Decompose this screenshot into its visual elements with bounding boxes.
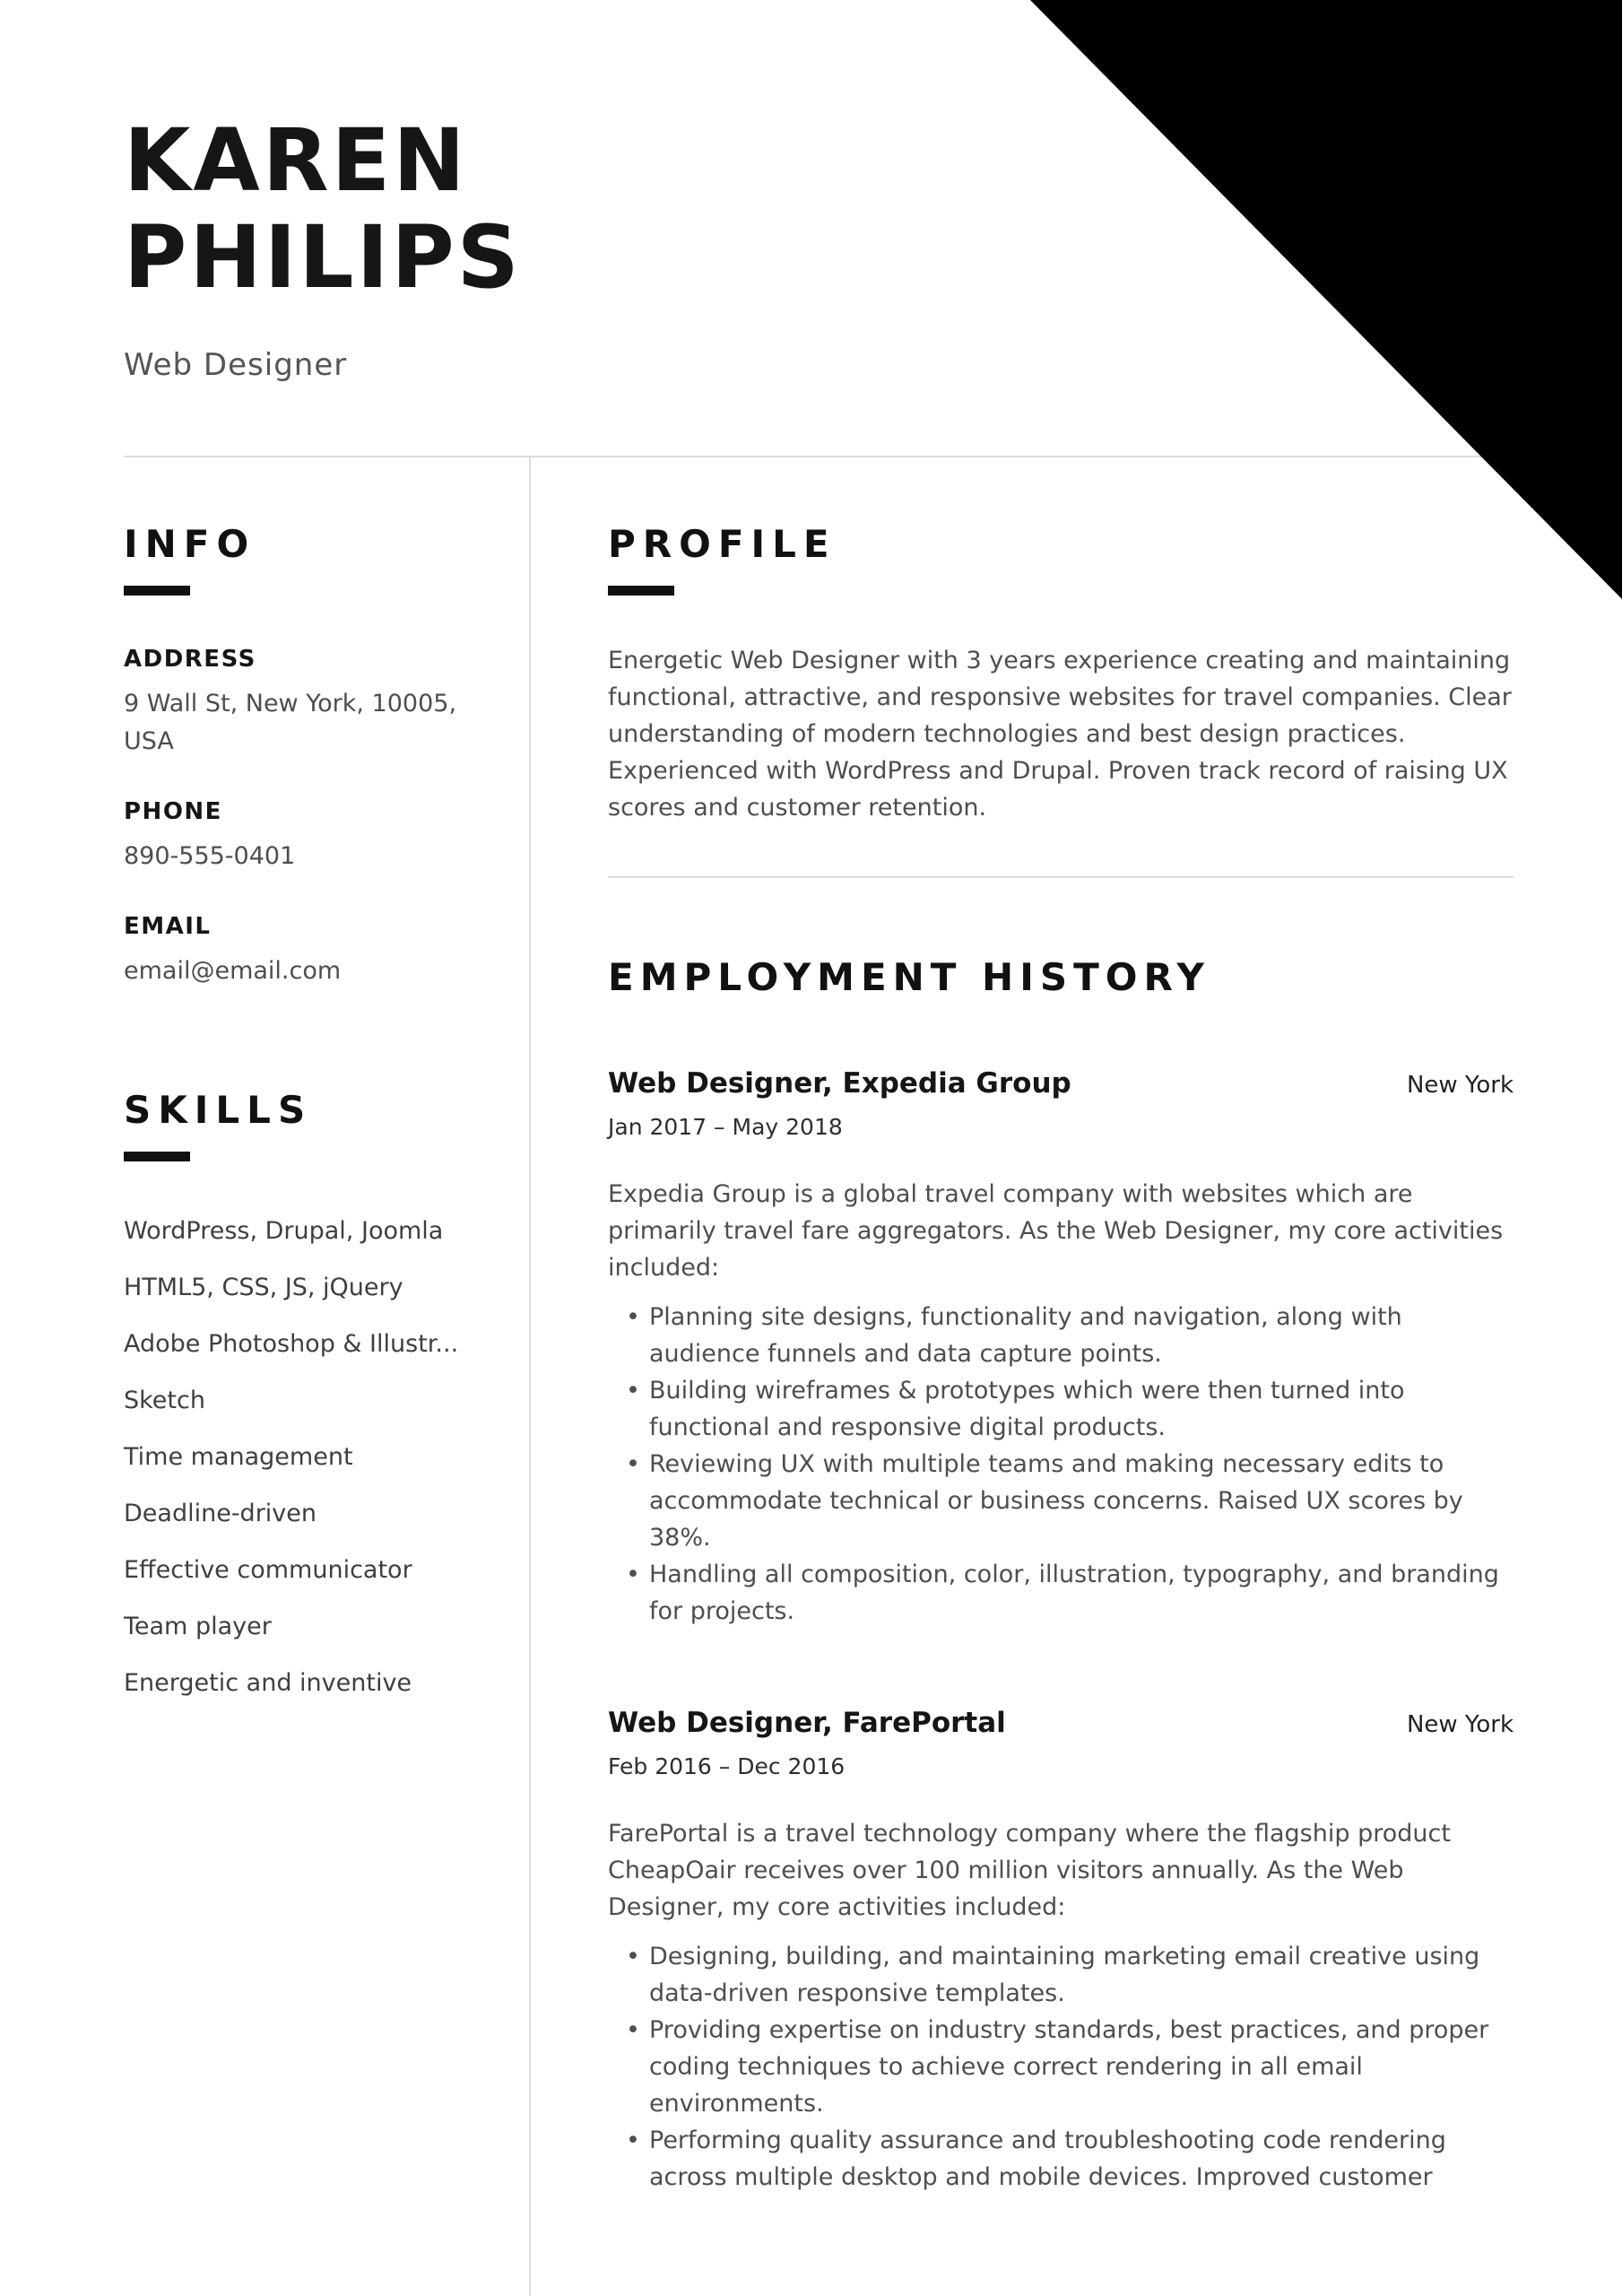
contact-fields xyxy=(124,646,479,989)
contact-field-address xyxy=(124,646,479,761)
skill-item: Adobe Photoshop & Illustr... xyxy=(124,1330,459,1359)
job-bullet: • Designing, building, and maintaining marketing email creative using data-driven responsive templates. xyxy=(649,1938,1514,2012)
person-first-name: KAREN xyxy=(124,110,468,211)
phone-label: PHONE xyxy=(124,797,222,825)
phone-value: 890-555-0401 xyxy=(124,841,296,870)
skill-item: Deadline-driven xyxy=(124,1500,317,1528)
skill-item: HTML5, CSS, JS, jQuery xyxy=(124,1274,403,1302)
skill-item: Time management xyxy=(124,1443,353,1472)
info-section xyxy=(124,522,479,989)
job-bullet: • Reviewing UX with multiple teams and making necessary edits to accommodate technical or business concerns. Raised UX scores by 38%. xyxy=(649,1446,1514,1556)
job-dates: Jan 2017 – May 2018 xyxy=(608,1114,843,1140)
skill-item: Effective communicator xyxy=(124,1556,412,1585)
resume-body xyxy=(0,457,1622,2296)
skills-section xyxy=(124,1088,479,1697)
skills-title-underline xyxy=(124,1152,190,1161)
job-bullet: • Handling all composition, color, illustration, typography, and branding for projects. xyxy=(649,1556,1514,1630)
info-section-title: INFO xyxy=(124,522,256,566)
job-entry-fareportal xyxy=(608,1707,1514,2196)
job-bullet-list xyxy=(608,1938,1514,2196)
email-value: email@email.com xyxy=(124,956,342,985)
job-title: Web Designer, Expedia Group xyxy=(608,1067,1071,1100)
main-column xyxy=(531,457,1514,2296)
skill-item: Team player xyxy=(124,1613,272,1641)
profile-summary-text: Energetic Web Designer with 3 years experience creating and maintaining functional, attractive, and responsive websites for travel companies. Clear understanding of modern technologies and best design practices. Experienced with WordPress and Drupal. Proven track record of raising UX scores and customer retention. xyxy=(608,647,1512,822)
skill-item: Sketch xyxy=(124,1387,205,1415)
job-summary: FarePortal is a travel technology company where the flagship product CheapOair receives over 100 million visitors annually. As the Web Designer, my core activities included: xyxy=(608,1820,1451,1921)
person-name xyxy=(124,110,1622,308)
job-bullet-list xyxy=(608,1299,1514,1630)
address-label: ADDRESS xyxy=(124,646,256,673)
job-dates: Feb 2016 – Dec 2016 xyxy=(608,1753,846,1779)
skills-section-title: SKILLS xyxy=(124,1088,313,1133)
profile-section-title: PROFILE xyxy=(608,522,837,566)
resume-header xyxy=(0,0,1622,456)
sidebar xyxy=(124,457,531,2296)
person-job-title: Web Designer xyxy=(124,347,348,384)
profile-section xyxy=(608,522,1514,826)
job-bullet: • Providing expertise on industry standards, best practices, and proper coding techniques to achieve correct rendering in all email environments. xyxy=(649,2012,1514,2122)
profile-title-underline xyxy=(608,586,674,596)
address-value: 9 Wall St, New York, 10005, USA xyxy=(124,690,457,755)
skill-item: Energetic and inventive xyxy=(124,1669,412,1698)
info-title-underline xyxy=(124,586,190,596)
job-bullet: • Performing quality assurance and troubleshooting code rendering across multiple desktop and mobile devices. Improved customer xyxy=(649,2122,1514,2196)
job-summary: Expedia Group is a global travel company with websites which are primarily travel fare aggregators. As the Web Designer, my core activities included: xyxy=(608,1180,1504,1282)
job-header xyxy=(608,1707,1514,1739)
skill-item: WordPress, Drupal, Joomla xyxy=(124,1217,444,1246)
job-location: New York xyxy=(1406,1711,1514,1738)
employment-history-section xyxy=(608,955,1514,2196)
job-location: New York xyxy=(1406,1072,1514,1099)
contact-field-email xyxy=(124,913,479,990)
section-divider xyxy=(608,876,1514,878)
employment-section-title: EMPLOYMENT HISTORY xyxy=(608,955,1210,999)
job-header xyxy=(608,1067,1514,1100)
job-title: Web Designer, FarePortal xyxy=(608,1707,1006,1739)
job-bullet: • Building wireframes & prototypes which were then turned into functional and responsive digital products. xyxy=(649,1372,1514,1446)
email-label: EMAIL xyxy=(124,912,212,940)
job-bullet: • Planning site designs, functionality and navigation, along with audience funnels and data capture points. xyxy=(649,1299,1514,1372)
job-entry-expedia xyxy=(608,1067,1514,1630)
person-last-name: PHILIPS xyxy=(124,206,522,308)
contact-field-phone xyxy=(124,798,479,875)
skills-list xyxy=(124,1217,479,1697)
